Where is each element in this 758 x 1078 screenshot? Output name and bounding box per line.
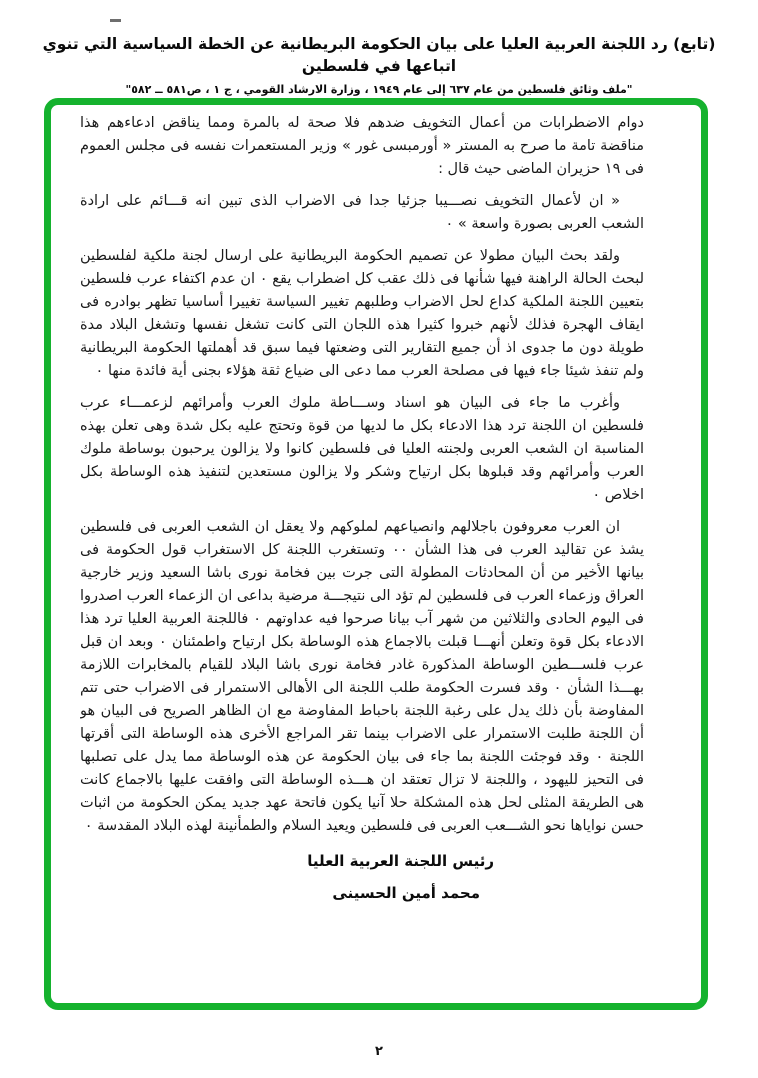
paragraph-conclusion: ان العرب معروفون باجلالهم وانصياعهم لملوكهم ولا يعقل ان الشعب العربى فى فلسطين يشذ عن تقاليد العرب فى هذا الشأن ٠٠ وتستغرب اللجنة كل الاستغراب قول الحكومة فى بيانها الأخير من أن المحادثات المطولة التى جرت بين فخامة نورى باشا السعيد وزير خارجية العراق وزعماء العرب فى فلسطين لم تؤد الى نتيجـــة مرضية بداعى ان الزعماء العرب اصدروا فى اليوم الحادى والثلاثين من شهر آب بيانا صرحوا فيه عداوتهم ٠ فاللجنة العربية العليا ترد هذا الادعاء بكل قوة وتعلن أنهـــا قبلت بالاجماع هذه الوساطة بكل ارتياح واطمئنان ٠ وبعد ان قبل عرب فلســـطين الوساطة المذكورة غادر فخامة نورى باشا البلاد للقيام بالمخابرات اللازمة بهـــذا الشأن ٠ وقد فسرت الحكومة طلب اللجنة الى الأهالى الاستمرار فى الاضراب حتى تتم المفاوضة بأن ذلك يدل على رغبة اللجنة باحباط المفاوضة مع ان الظاهر الصريح فى البيان هو أن اللجنة طلبت الاستمرار على الاضراب بينما تقر المراجع الأخرى هذه الوساطة التى أقرتها اللجنة ٠ وقد فوجئت اللجنة بما جاء فى بيان الحكومة عن هذه الوساطة مما يدل على تصلبها فى التحيز لليهود ، واللجنة لا تزال تعتقد ان هـــذه الوساطة التى وافقت عليها بالاجماع كانت هى الطريقة المثلى لحل هذه المشكلة حلا آنيا يكون فاتحة عهد جديد يمكن الحكومة من اثبات حسن نواياها نحو الشـــعب العربى فى فلسطين ويعيد السلام والطمأنينة لهذه البلاد المقدسة ٠ — [80, 519, 644, 834]
paragraph-quote: « ان لأعمال التخويف نصـــيبا جزئيا جدا فى الاضراب الذى تبين انه قـــائم على ارادة الشعب العربى بصورة واسعة » ٠ — [80, 193, 644, 232]
signature-block — [80, 850, 494, 905]
signature-name: محمد أمين الحسينى — [332, 884, 480, 902]
scan-artifact-dash — [110, 19, 121, 22]
page-number: ٢ — [375, 1044, 383, 1059]
paragraph-royal-commission: ولقد بحث البيان مطولا عن تصميم الحكومة البريطانية على ارسال لجنة ملكية لفلسطين لبحث الحالة الراهنة فيها شأنها فى ذلك عقب كل اضطراب يقع ٠ ان عدم اكتفاء عرب فلسطين بتعيين اللجنة الملكية كداع لحل الاضراب وطلبهم تغيير السياسة تغييرا أساسيا تظهر بوادره فى ايقاف الهجرة فذلك لأنهم خبروا كثيرا هذه اللجان التى كانت تشغل نفسها وتشغل البلاد مدة طويلة دون ما جدوى اذ أن جميع التقارير التى وضعتها فيما سبق قد أهملتها الحكومة البريطانية ولم تنفذ شيئا جاء فيها فى مصلحة العرب مما دعى الى ضياع ثقة هؤلاء بجنى أية فائدة منها ٠ — [80, 248, 644, 379]
document-title: (تابع) رد اللجنة العربية العليا على بيان الحكومة البريطانية عن الخطة السياسية التي تنوي اتباعها في فلسطين — [42, 35, 716, 75]
document-body-text — [80, 112, 644, 996]
paragraph-mediation: وأغرب ما جاء فى البيان هو اسناد وســـاطة ملوك العرب وأمرائهم لزعمـــاء عرب فلسطين ان اللجنة ترد هذا الادعاء بكل ما لديها من قوة وتحتج عليه بكل شدة وهى تعلن بهذه المناسبة ان الشعب العربى ولجنته العليا فى فلسطين كانوا ولا يزالون يرحبون بوساطة ملوك العرب وأمرائهم وقد قبلوها بكل ارتياح وشكر ولا يزالون مستعدين لتنفيذ هذه الوساطة بكل اخلاص ٠ — [80, 395, 644, 503]
document-header — [30, 33, 728, 96]
source-citation: "ملف وثائق فلسطين من عام ٦٣٧ إلى عام ١٩٤٩ ، وزارة الارشاد القومي ، ج ١ ، ص٥٨١ ــ ٥٨٢" — [125, 83, 633, 96]
paragraph-intro: دوام الاضطرابات من أعمال التخويف ضدهم فلا صحة له بالمرة ومما يناقض ادعاءهم هذا مناقضة تامة ما صرح به المستر « أورمبسى غور » وزير المستعمرات نفسه فى مجلس العموم فى ١٩ حزيران الماضى حيث قال : — [80, 115, 644, 177]
signature-title: رئيس اللجنة العربية العليا — [307, 852, 494, 870]
